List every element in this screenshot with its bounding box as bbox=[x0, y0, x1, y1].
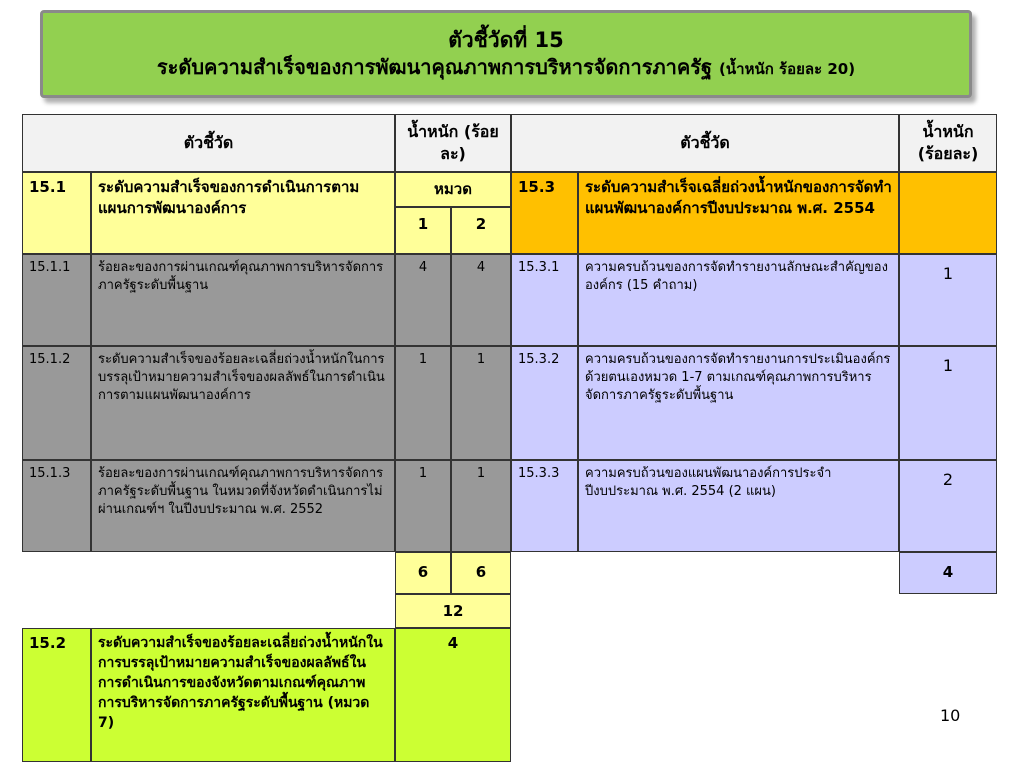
title-line1: ตัวชี้วัดที่ 15 bbox=[448, 28, 564, 52]
indicator-15-1-1-w1: 4 bbox=[395, 254, 451, 346]
total-left: 12 bbox=[395, 594, 511, 628]
indicator-15-3-2-text: ความครบถ้วนของการจัดทำรายงานการประเมินองค์กรด้วยตนเองหมวด 1-7 ตามเกณฑ์คุณภาพการบริหารจัดการภาครัฐระดับพื้นฐาน bbox=[578, 346, 899, 460]
indicator-15-1-2-w2: 1 bbox=[451, 346, 511, 460]
indicator-15-1-code: 15.1 bbox=[22, 172, 91, 254]
header-weight-right: น้ำหนัก (ร้อยละ) bbox=[899, 114, 997, 172]
indicator-15-1-2-w1: 1 bbox=[395, 346, 451, 460]
subtotal-category-1: 6 bbox=[395, 552, 451, 594]
indicator-15-3-1-code: 15.3.1 bbox=[511, 254, 578, 346]
indicator-15-3-3-text: ความครบถ้วนของแผนพัฒนาองค์การประจำปีงบประมาณ พ.ศ. 2554 (2 แผน) bbox=[578, 460, 899, 552]
category-2: 2 bbox=[451, 207, 511, 254]
indicator-15-3-1-text: ความครบถ้วนของการจัดทำรายงานลักษณะสำคัญขององค์กร (15 คำถาม) bbox=[578, 254, 899, 346]
header-weight-left: น้ำหนัก (ร้อยละ) bbox=[395, 114, 511, 172]
title-banner bbox=[40, 10, 972, 98]
indicator-15-1-title: ระดับความสำเร็จของการดำเนินการตามแผนการพัฒนาองค์การ bbox=[91, 172, 395, 254]
indicator-15-2-weight: 4 bbox=[395, 628, 511, 762]
title-weight-note: (น้ำหนัก ร้อยละ 20) bbox=[719, 60, 856, 78]
category-1: 1 bbox=[395, 207, 451, 254]
indicator-15-1-1-text: ร้อยละของการผ่านเกณฑ์คุณภาพการบริหารจัดการภาครัฐระดับพื้นฐาน bbox=[91, 254, 395, 346]
indicator-15-3-3-weight: 2 bbox=[899, 460, 997, 552]
header-indicator-left: ตัวชี้วัด bbox=[22, 114, 395, 172]
indicator-15-2-code: 15.2 bbox=[22, 628, 91, 762]
indicator-15-1-3-text: ร้อยละของการผ่านเกณฑ์คุณภาพการบริหารจัดการภาครัฐระดับพื้นฐาน ในหมวดที่จังหวัดดำเนินการไม่ผ่านเกณฑ์ฯ ในปีงบประมาณ พ.ศ. 2552 bbox=[91, 460, 395, 552]
indicator-15-1-2-code: 15.1.2 bbox=[22, 346, 91, 460]
indicator-15-3-2-weight: 1 bbox=[899, 346, 997, 460]
indicator-15-1-2-text: ระดับความสำเร็จของร้อยละเฉลี่ยถ่วงน้ำหนักในการบรรลุเป้าหมายความสำเร็จของผลลัพธ์ในการดำเนินการตามแผนพัฒนาองค์การ bbox=[91, 346, 395, 460]
indicator-15-1-1-code: 15.1.1 bbox=[22, 254, 91, 346]
subtotal-right: 4 bbox=[899, 552, 997, 594]
indicator-15-1-3-w1: 1 bbox=[395, 460, 451, 552]
indicator-15-2-text: ระดับความสำเร็จของร้อยละเฉลี่ยถ่วงน้ำหนักในการบรรลุเป้าหมายความสำเร็จของผลลัพธ์ในการดำเนินการของจังหวัดตามเกณฑ์คุณภาพการบริหารจัดการภาครัฐระดับพื้นฐาน (หมวด 7) bbox=[91, 628, 395, 762]
title-main: ระดับความสำเร็จของการพัฒนาคุณภาพการบริหารจัดการภาครัฐ bbox=[156, 55, 713, 79]
indicator-15-3-1-weight: 1 bbox=[899, 254, 997, 346]
page-number: 10 bbox=[940, 706, 961, 725]
indicator-15-1-3-code: 15.1.3 bbox=[22, 460, 91, 552]
category-label: หมวด bbox=[395, 172, 511, 207]
indicator-15-1-3-w2: 1 bbox=[451, 460, 511, 552]
subtotal-category-2: 6 bbox=[451, 552, 511, 594]
indicator-15-3-2-code: 15.3.2 bbox=[511, 346, 578, 460]
title-line2 bbox=[43, 53, 969, 83]
header-indicator-right: ตัวชี้วัด bbox=[511, 114, 899, 172]
indicator-15-3-weight-empty bbox=[899, 172, 997, 254]
indicator-15-1-1-w2: 4 bbox=[451, 254, 511, 346]
indicator-15-3-3-code: 15.3.3 bbox=[511, 460, 578, 552]
indicator-15-3-title: ระดับความสำเร็จเฉลี่ยถ่วงน้ำหนักของการจัดทำแผนพัฒนาองค์การปีงบประมาณ พ.ศ. 2554 bbox=[578, 172, 899, 254]
indicator-15-3-code: 15.3 bbox=[511, 172, 578, 254]
